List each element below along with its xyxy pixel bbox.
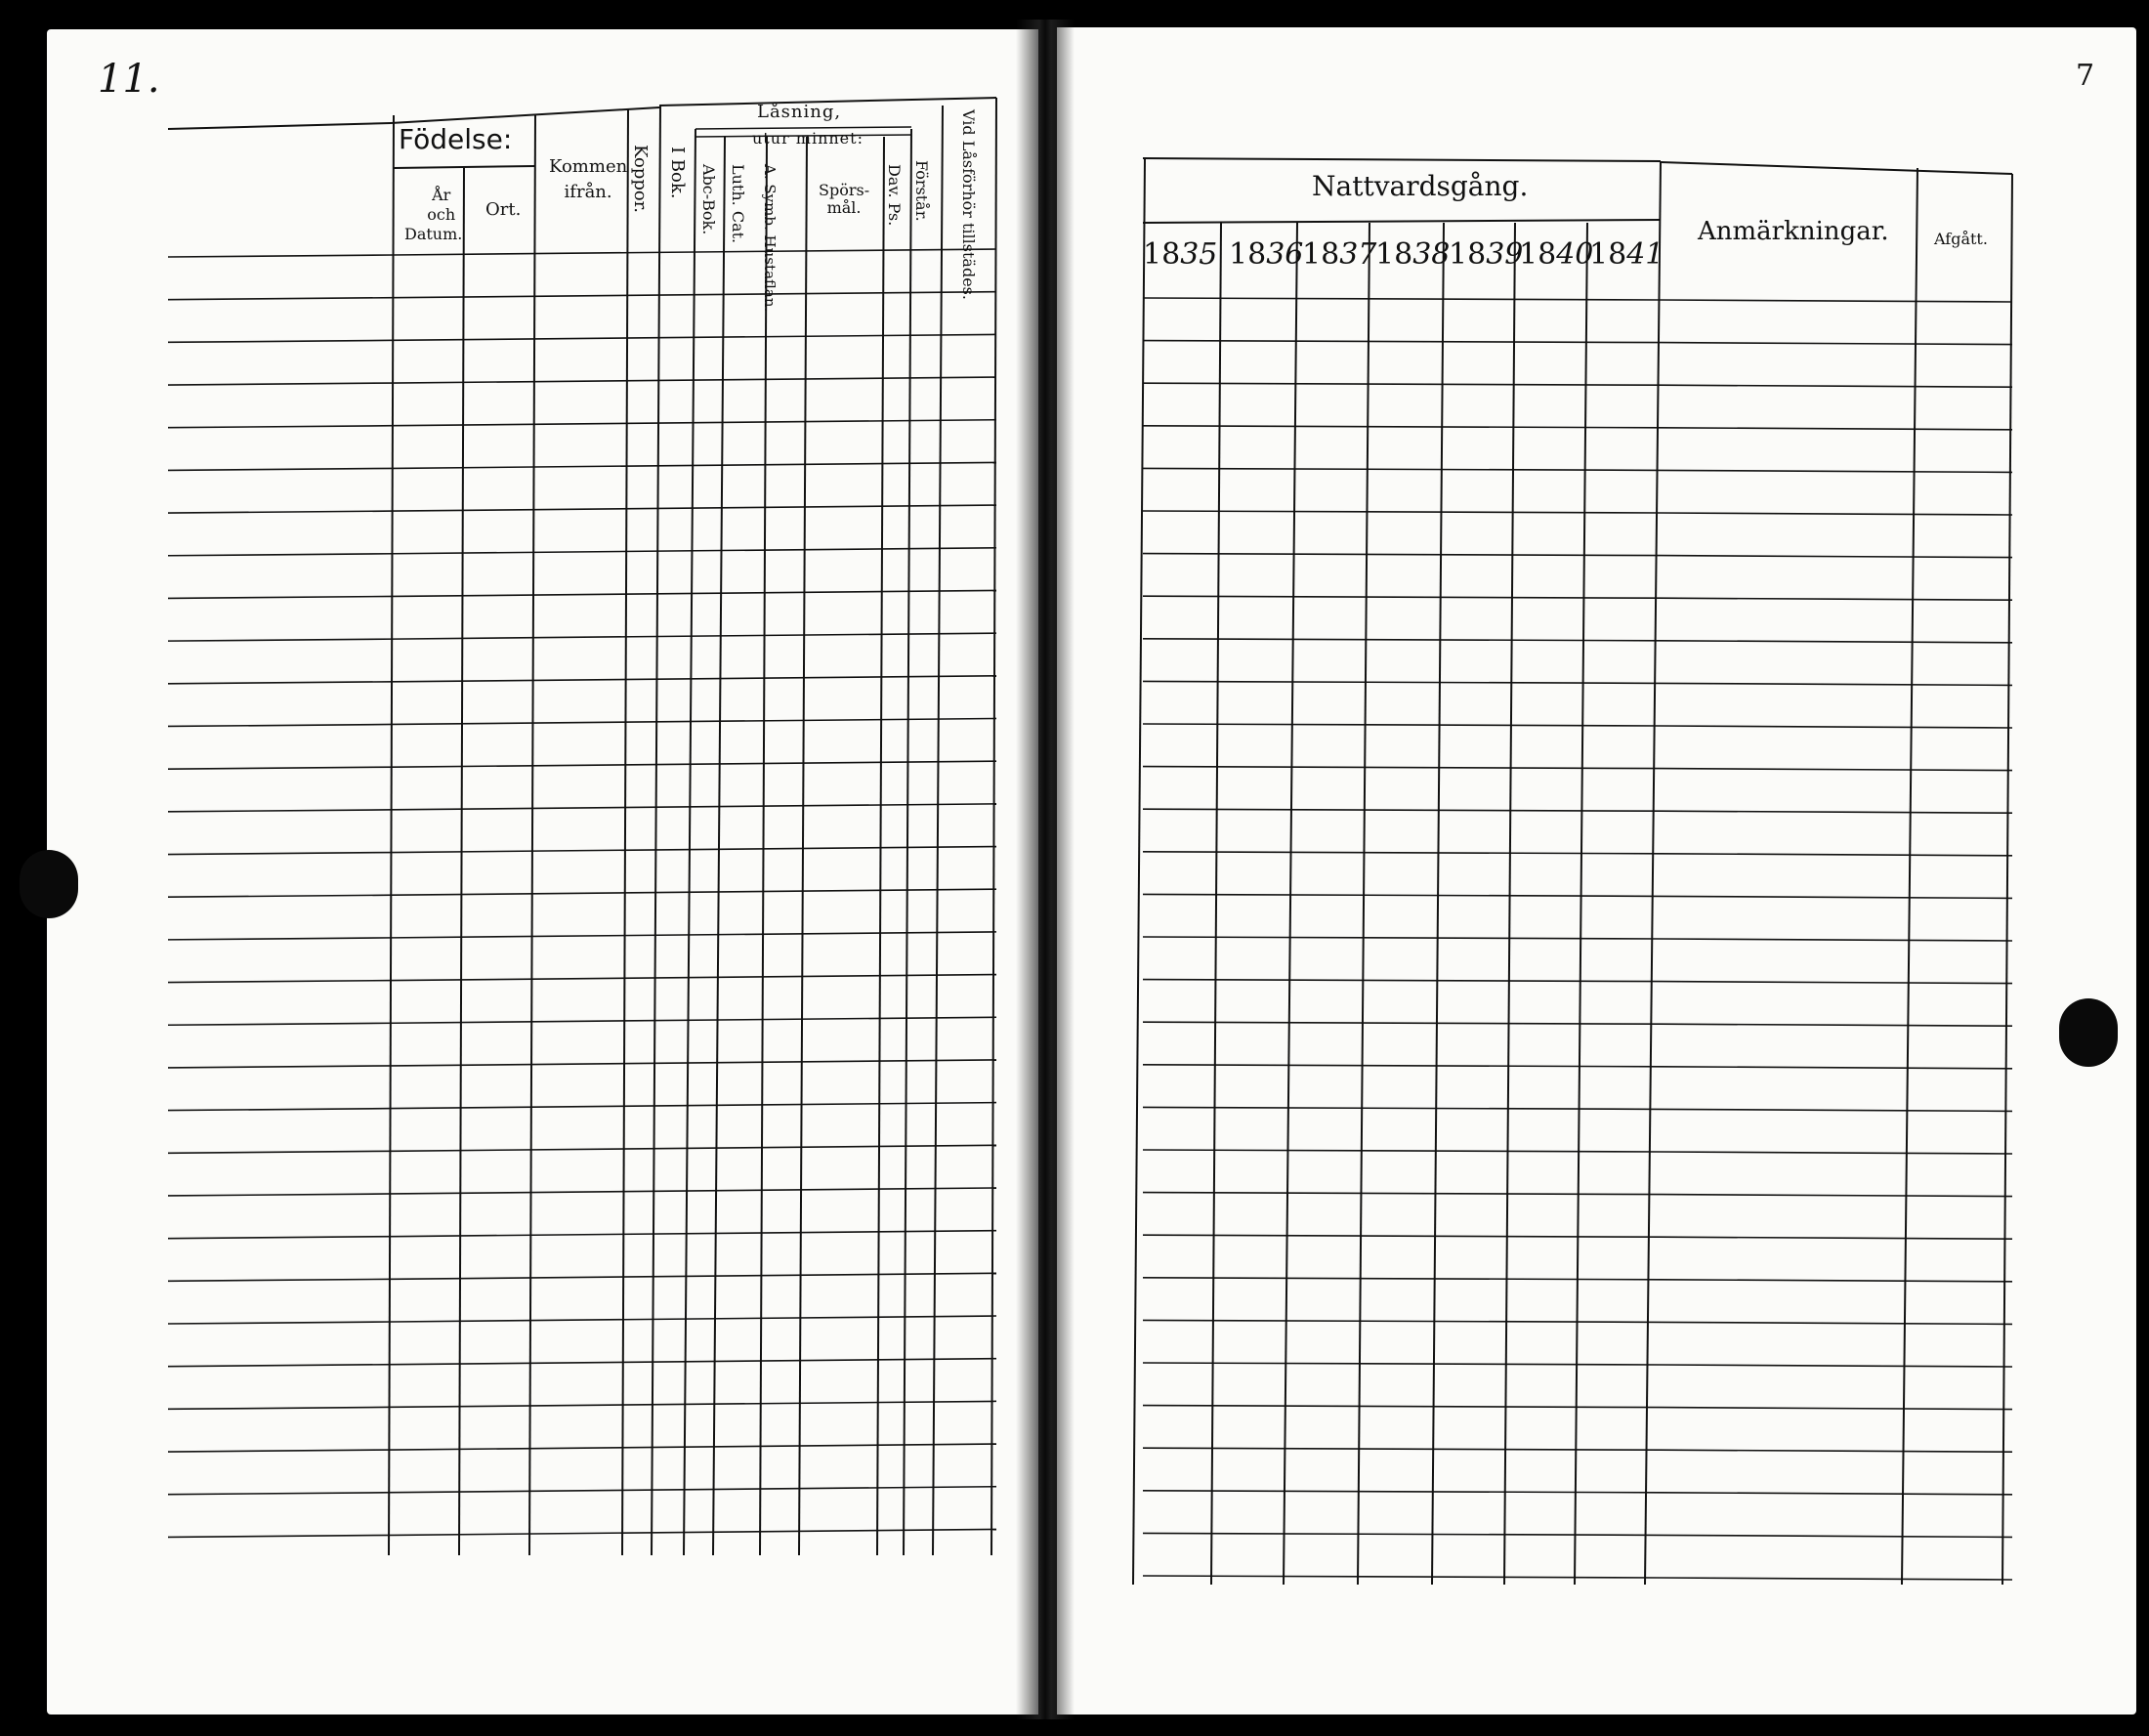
- year-printed: 18: [1449, 237, 1487, 272]
- right-top-border: [1143, 158, 1661, 161]
- left-column-line: [389, 115, 394, 1555]
- left-row-line: [394, 334, 996, 340]
- right-row-line: [1661, 1067, 2012, 1069]
- fodelse-underline: [394, 166, 535, 168]
- right-row-line: [1143, 468, 1661, 470]
- left-column-line: [904, 129, 911, 1555]
- right-row-line: [1143, 809, 1661, 811]
- header-fodelse: Födelse:: [399, 123, 513, 155]
- year-handwritten: 40: [1556, 237, 1594, 272]
- right-row-line: [1143, 894, 1661, 896]
- year-printed: 18: [1229, 237, 1267, 272]
- year-header-0: [1143, 237, 1217, 272]
- left-row-line: [168, 1407, 394, 1409]
- header-sporsmal: Spörs- mål.: [819, 181, 870, 217]
- right-row-line: [1143, 1150, 1661, 1152]
- right-row-line: [1661, 1109, 2012, 1111]
- left-row-line: [168, 340, 394, 342]
- right-column-line: [1211, 223, 1221, 1585]
- left-row-line: [168, 810, 394, 812]
- year-printed: 18: [1143, 237, 1181, 272]
- left-row-line: [168, 1493, 394, 1495]
- right-row-line: [1143, 1320, 1661, 1322]
- left-row-line: [168, 981, 394, 983]
- right-row-line: [1661, 1237, 2012, 1239]
- nattvard-underline: [1143, 220, 1661, 223]
- right-row-line: [1661, 1535, 2012, 1537]
- year-handwritten: 41: [1626, 237, 1664, 272]
- year-header-4: [1449, 237, 1523, 272]
- header-dav-ps: Dav. Ps.: [885, 164, 904, 227]
- left-column-line: [991, 98, 996, 1555]
- right-row-line: [1143, 1107, 1661, 1109]
- right-row-line: [1661, 811, 2012, 813]
- right-row-line: [1661, 939, 2012, 941]
- right-row-line: [1661, 1195, 2012, 1197]
- header-nattvardsgang: Nattvardsgång.: [1312, 170, 1529, 202]
- right-row-line: [1661, 641, 2012, 643]
- right-row-line: [1661, 1152, 2012, 1154]
- left-column-line: [529, 115, 535, 1555]
- right-row-line: [1661, 343, 2012, 345]
- right-row-line: [1661, 1024, 2012, 1026]
- left-row-line: [394, 462, 996, 468]
- right-row-line: [1143, 1363, 1661, 1365]
- right-row-line: [1661, 385, 2012, 387]
- right-row-line: [1661, 598, 2012, 600]
- left-row-line: [168, 1151, 394, 1153]
- corner-mark: 7: [2076, 59, 2095, 93]
- left-row-line: [168, 1535, 394, 1537]
- header-afgatt: Afgått.: [1934, 230, 1988, 248]
- left-column-line: [652, 106, 660, 1555]
- left-column-line: [760, 137, 767, 1555]
- left-row-line: [168, 682, 394, 684]
- right-row-line: [1143, 1022, 1661, 1024]
- year-printed: 18: [1589, 237, 1627, 272]
- left-row-line: [394, 633, 996, 639]
- left-row-line: [168, 596, 394, 598]
- right-row-line: [1143, 511, 1661, 513]
- left-row-line: [394, 548, 996, 554]
- right-row-line: [1661, 1365, 2012, 1367]
- left-row-line: [168, 938, 394, 940]
- left-column-line: [799, 137, 807, 1555]
- left-row-line: [168, 554, 394, 556]
- left-row-line: [168, 383, 394, 385]
- header-utur-minnet: utur minnet:: [752, 129, 864, 148]
- page-number: 11.: [98, 57, 160, 102]
- left-row-line: [168, 639, 394, 641]
- right-row-line: [1143, 852, 1661, 854]
- left-top-border: [168, 123, 391, 129]
- header-vid-lasforhor: Vid Låsförhör tillstädes.: [959, 109, 978, 300]
- right-row-line: [1143, 426, 1661, 428]
- left-top-border: [391, 107, 659, 123]
- year-header-1: [1229, 237, 1303, 272]
- right-row-line: [1143, 1193, 1661, 1195]
- year-printed: 18: [1302, 237, 1340, 272]
- left-column-line: [459, 168, 464, 1555]
- left-row-line: [394, 889, 996, 895]
- right-row-line: [1661, 470, 2012, 472]
- year-handwritten: 39: [1486, 237, 1524, 272]
- right-row-line: [1143, 1406, 1661, 1408]
- header-a-symb-hustaflan: A. Symb. Hustaflan.: [761, 164, 779, 313]
- year-handwritten: 36: [1266, 237, 1304, 272]
- left-row-line: [394, 804, 996, 810]
- right-row-line: [1143, 1491, 1661, 1493]
- header-koppor: Koppor.: [630, 145, 651, 214]
- header-ar-och-datum: År och Datum.: [404, 186, 463, 243]
- year-header-5: [1519, 237, 1593, 272]
- left-row-line: [394, 718, 996, 724]
- header-i-bok: I Bok.: [667, 147, 688, 199]
- right-row-line: [1661, 556, 2012, 558]
- right-row-line: [1661, 726, 2012, 728]
- left-row-line: [394, 1316, 996, 1322]
- left-row-line: [168, 511, 394, 513]
- left-row-line: [394, 847, 996, 853]
- right-row-line: [1661, 1450, 2012, 1452]
- left-row-line: [394, 420, 996, 426]
- left-column-line: [684, 129, 695, 1555]
- year-header-3: [1375, 237, 1450, 272]
- left-column-line: [622, 109, 628, 1555]
- left-row-line: [394, 1529, 996, 1535]
- left-row-line: [168, 895, 394, 897]
- left-row-line: [168, 1237, 394, 1239]
- left-row-line: [394, 676, 996, 682]
- right-row-line: [1143, 980, 1661, 982]
- left-row-line: [168, 853, 394, 855]
- left-row-line: [168, 1450, 394, 1452]
- left-row-line: [168, 255, 394, 257]
- right-column-line: [1902, 168, 1917, 1585]
- header-anmarkningar: Anmärkningar.: [1698, 217, 1889, 246]
- right-row-line: [1661, 428, 2012, 430]
- right-column-line: [1133, 158, 1145, 1585]
- left-row-line: [394, 505, 996, 511]
- year-printed: 18: [1375, 237, 1413, 272]
- right-row-line: [1661, 854, 2012, 856]
- right-row-line: [1661, 1493, 2012, 1495]
- year-handwritten: 38: [1412, 237, 1451, 272]
- left-row-line: [394, 377, 996, 383]
- left-row-line: [394, 932, 996, 938]
- left-row-line: [168, 1322, 394, 1324]
- right-top-border: [1661, 162, 2012, 174]
- year-printed: 18: [1519, 237, 1557, 272]
- right-row-line: [1143, 1576, 1661, 1578]
- right-row-line: [1143, 1448, 1661, 1450]
- left-row-line: [394, 1401, 996, 1407]
- left-row-line: [168, 1279, 394, 1281]
- right-row-line: [1661, 300, 2012, 302]
- left-row-line: [168, 1023, 394, 1025]
- right-row-line: [1143, 1278, 1661, 1280]
- right-row-line: [1661, 896, 2012, 898]
- right-row-line: [1661, 982, 2012, 984]
- year-handwritten: 37: [1339, 237, 1377, 272]
- right-row-line: [1143, 1065, 1661, 1067]
- right-row-line: [1661, 769, 2012, 771]
- left-column-line: [933, 106, 943, 1555]
- right-row-line: [1661, 1408, 2012, 1410]
- year-header-6: [1589, 237, 1664, 272]
- left-row-line: [168, 1194, 394, 1196]
- year-handwritten: 35: [1180, 237, 1218, 272]
- left-row-line: [168, 1066, 394, 1068]
- header-forstar: Förstår.: [912, 160, 931, 222]
- left-row-line: [168, 426, 394, 428]
- year-header-2: [1302, 237, 1376, 272]
- left-column-line: [713, 137, 725, 1555]
- left-row-line: [394, 590, 996, 596]
- left-row-line: [168, 767, 394, 769]
- left-row-line: [168, 724, 394, 726]
- right-row-line: [1661, 683, 2012, 685]
- right-column-line: [2002, 174, 2012, 1585]
- right-row-line: [1143, 1533, 1661, 1535]
- header-luth-cat: Luth. Cat.: [729, 164, 747, 244]
- right-row-line: [1143, 1235, 1661, 1237]
- left-row-line: [394, 1444, 996, 1450]
- left-row-line: [168, 468, 394, 470]
- right-column-line: [1645, 161, 1661, 1585]
- right-row-line: [1661, 1578, 2012, 1580]
- right-row-line: [1661, 1280, 2012, 1282]
- header-lasning: Låsning,: [757, 102, 842, 122]
- left-column-line: [877, 137, 884, 1555]
- left-row-line: [394, 761, 996, 767]
- right-row-line: [1661, 513, 2012, 515]
- right-row-line: [1143, 937, 1661, 939]
- left-row-line: [168, 298, 394, 300]
- header-ort: Ort.: [485, 199, 522, 220]
- right-row-line: [1661, 1322, 2012, 1324]
- left-row-line: [168, 1365, 394, 1367]
- header-kommen-ifran: Kommen ifrån.: [549, 156, 628, 202]
- left-row-line: [168, 1109, 394, 1111]
- header-abc-bok: Abc-Bok.: [699, 164, 718, 235]
- right-row-line: [1143, 554, 1661, 556]
- left-row-line: [394, 1359, 996, 1365]
- left-row-line: [394, 1487, 996, 1493]
